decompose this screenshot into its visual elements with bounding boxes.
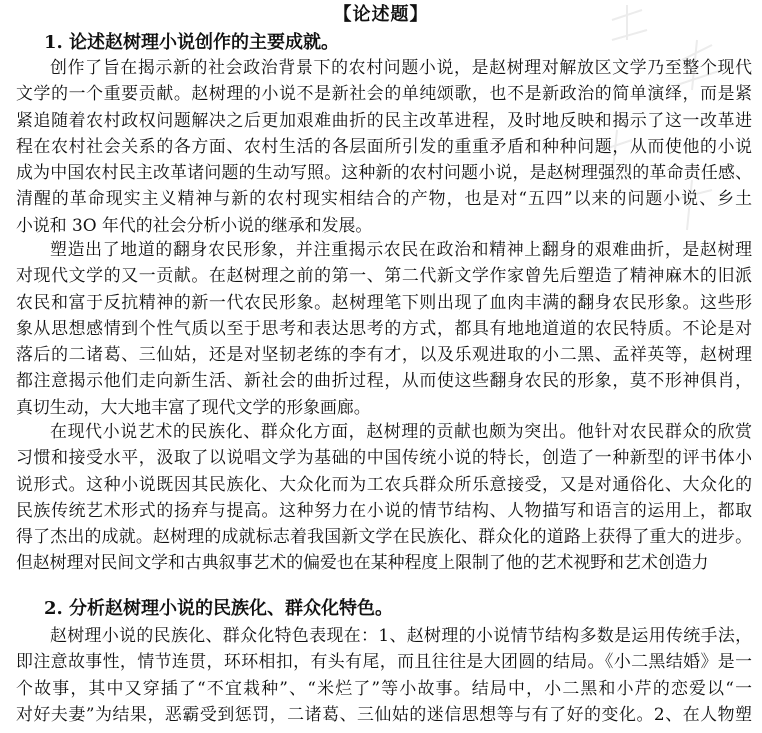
text-line: 紧追随着农村政权问题解决之后更加艰难曲折的民主改革进程，及时地反映和揭示了这一改革进 xyxy=(16,109,752,130)
text-line: 民族传统艺术形式的扬弃与提高。这种努力在小说的情节结构、人物描写和语言的运用上，都取 xyxy=(16,499,752,520)
text-line: 落后的二诸葛、三仙姑，还是对坚韧老练的李有才，以及乐观进取的小二黑、孟祥英等，赵树理 xyxy=(16,344,752,365)
question-2-heading: 2. 分析赵树理小说的民族化、群众化特色。 xyxy=(44,598,394,619)
text-line: 创作了旨在揭示新的社会政治背景下的农村问题小说，是赵树理对解放区文学乃至整个现代 xyxy=(50,57,752,77)
text-line: 得了杰出的成就。赵树理的成就标志着我国新文学在民族化、群众化的道路上获得了重大的进步。 xyxy=(16,526,752,547)
text-line: 真切生动，大大地丰富了现代文学的形象画廊。 xyxy=(16,396,371,417)
text-line: 塑造出了地道的翻身农民形象，并注重揭示农民在政治和精神上翻身的艰难曲折，是赵树理 xyxy=(50,239,752,259)
question-1-paragraph-3 xyxy=(16,418,752,576)
text-line: 在现代小说艺术的民族化、群众化方面，赵树理的贡献也颇为突出。他针对农民群众的欣赏 xyxy=(50,421,752,441)
question-2-paragraph-1 xyxy=(16,622,752,727)
text-line: 个故事，其中又穿插了“不宜栽种”、“米烂了”等小故事。结局中，小二黑和小芹的恋爱以“一 xyxy=(16,677,752,698)
text-line: 说形式。这种小说既因其民族化、大众化而为工农兵群众所乐意接受，又是对通俗化、大众化的 xyxy=(16,473,752,494)
text-line: 象从思想感情到个性气质以至于思考和表达思考的方式，都具有地地道道的农民特质。不论是对 xyxy=(16,317,752,338)
section-title: 【论述题】 xyxy=(333,4,429,25)
text-line: 农民和富于反抗精神的新一代农民形象。赵树理笔下则出现了血肉丰满的翻身农民形象。这些形 xyxy=(16,291,752,312)
text-line: 清醒的革命现实主义精神与新的农村现实相结合的产物，也是对“五四”以来的问题小说、乡土 xyxy=(16,188,752,209)
question-1-paragraph-1 xyxy=(16,54,752,238)
text-line: 小说和 3O 年代的社会分析小说的继承和发展。 xyxy=(16,214,373,235)
text-line: 程在农村社会关系的各方面、农村生活的各层面所引发的重重矛盾和种种问题，从而使他的小说 xyxy=(16,135,752,156)
question-1-heading: 1. 论述赵树理小说创作的主要成就。 xyxy=(44,32,340,53)
text-line: 都注意揭示他们走向新生活、新社会的曲折过程，从而使这些翻身农民的形象，莫不形神俱肖， xyxy=(16,370,752,391)
text-line: 即注意故事性，情节连贯，环环相扣，有头有尾，而且往往是大团圆的结局。《小二黑结婚》是一 xyxy=(16,651,752,672)
text-line: 对好夫妻”为结果，恶霸受到惩罚，二诸葛、三仙姑的迷信思想等与有了好的变化。2、在人物塑 xyxy=(16,703,752,724)
text-line: 赵树理小说的民族化、群众化特色表现在：1、赵树理的小说情节结构多数是运用传统手法， xyxy=(50,625,752,645)
text-line: 成为中国农村民主改革诸问题的生动写照。这种新的农村问题小说，是赵树理强烈的革命责任感、 xyxy=(16,162,752,183)
text-line: 文学的一个重要贡献。赵树理的小说不是新社会的单纯颂歌，也不是新政治的简单演绎，而是紧 xyxy=(16,83,752,104)
text-line: 习惯和接受水平，汲取了以说唱文学为基础的中国传统小说的特长，创造了一种新型的评书体小 xyxy=(16,447,752,468)
text-line: 但赵树理对民间文学和古典叙事艺术的偏爱也在某种程度上限制了他的艺术视野和艺术创造力 xyxy=(16,552,709,573)
question-1-paragraph-2 xyxy=(16,236,752,420)
text-line: 对现代文学的又一贡献。在赵树理之前的第一、第二代新文学作家曾先后塑造了精神麻木的旧派 xyxy=(16,265,752,286)
